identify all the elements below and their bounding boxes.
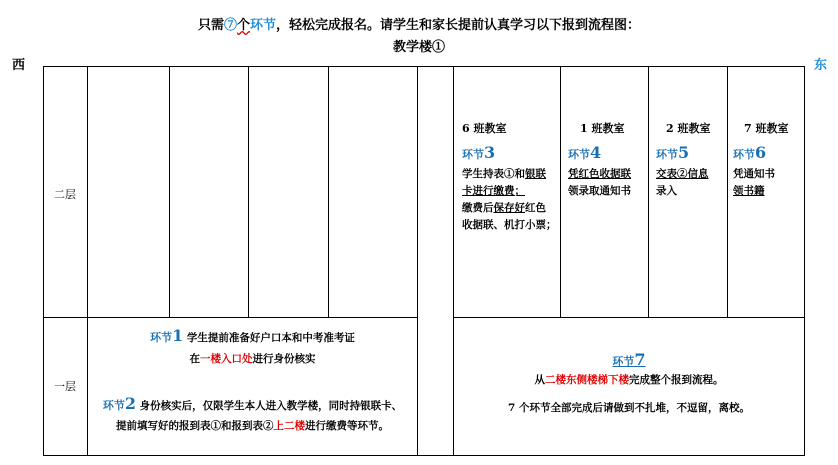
grid-line — [43, 66, 805, 67]
step-1-line-1 — [88, 328, 417, 346]
step-4-heading — [568, 143, 601, 162]
title-number: ⑦ — [223, 18, 237, 33]
step-number: 2 — [124, 394, 136, 413]
step-7-line-1-post: 完成整个报到流程。 — [629, 374, 724, 386]
step-7-line-2: 7 个环节全部完成后请做到不扎堆，不逗留，离校。 — [508, 402, 750, 414]
step-2-block — [88, 396, 417, 434]
step-3-text — [462, 166, 558, 234]
east-label: 东 — [814, 58, 828, 73]
building-subtitle: 教学楼① — [392, 40, 445, 55]
grid-line — [453, 317, 805, 318]
grid-line — [43, 66, 44, 456]
grid-line — [328, 66, 329, 318]
page-title — [0, 18, 838, 34]
step-number: 1 — [172, 326, 184, 345]
step-3-line-4: 收据联、机打小票； — [462, 219, 557, 231]
step-7-line-1 — [454, 372, 804, 388]
grid-line — [248, 66, 249, 318]
step-number: 3 — [484, 143, 496, 162]
step-number: 4 — [590, 143, 602, 162]
step-label: 环节 — [733, 148, 755, 161]
grid-line — [169, 66, 170, 318]
step-3-line-2: 卡进行缴费； — [462, 185, 525, 197]
step-2-line-2-post: 进行缴费等环节。 — [305, 420, 389, 432]
step-4-line-1: 凭红色收据联 — [568, 168, 631, 180]
step-7-block — [454, 352, 804, 416]
step-3-line-3-c: 红色 — [525, 202, 546, 214]
title-ge: 个 — [236, 18, 250, 33]
step-label: 环节 — [462, 148, 484, 161]
grid-line — [804, 66, 805, 456]
step-label: 环节 — [150, 331, 173, 344]
step-5-text — [656, 166, 724, 200]
grid-line — [417, 66, 418, 456]
step-label: 环节 — [612, 355, 635, 368]
step-2-line-1 — [88, 396, 417, 414]
step-1-block — [88, 328, 417, 367]
step-3-line-3-a: 缴费后 — [462, 202, 494, 214]
step-number: 6 — [755, 143, 767, 162]
step-1-location: 一楼入口处 — [200, 353, 253, 365]
grid-line — [43, 317, 418, 318]
step-2-text: 身份核实后，仅限学生本人进入教学楼，同时持银联卡、 — [139, 400, 403, 412]
step-7-label — [612, 350, 646, 369]
step-3-line-1-b: 银联 — [525, 168, 546, 180]
step-5-line-2: 录入 — [656, 185, 677, 197]
west-label: 西 — [12, 58, 26, 73]
step-3-line-3 — [462, 200, 558, 217]
step-label: 环节 — [568, 148, 590, 161]
step-2-line-2 — [88, 418, 417, 434]
step-7-route: 二楼东侧楼梯下楼 — [545, 374, 629, 386]
title-highlight: 环节 — [250, 18, 277, 33]
classroom-7: 7 班教室 — [744, 122, 789, 135]
step-3-line-1-a: 学生持表①和 — [462, 168, 525, 180]
classroom-1: 1 班教室 — [580, 122, 625, 135]
step-number: 7 — [634, 350, 646, 369]
title-prefix: 只需 — [197, 18, 224, 33]
step-2-line-2-pre: 提前填写好的报到表①和报到表② — [116, 420, 274, 432]
floor-label-2: 二层 — [54, 188, 76, 201]
step-5-heading — [656, 143, 689, 162]
step-6-text — [733, 166, 801, 200]
step-4-line-2: 领录取通知书 — [568, 185, 631, 197]
step-6-heading — [733, 143, 766, 162]
step-2-location: 上二楼 — [273, 420, 305, 432]
step-3-line-1 — [462, 166, 558, 183]
classroom-6: 6 班教室 — [462, 122, 507, 135]
step-1-label — [150, 326, 184, 345]
step-1-text: 学生提前准备好户口本和中考准考证 — [186, 332, 355, 344]
classroom-2: 2 班教室 — [666, 122, 711, 135]
step-1-line-2-post: 进行身份核实 — [252, 353, 316, 365]
grid-line — [727, 66, 728, 318]
grid-line — [560, 66, 561, 318]
step-label: 环节 — [656, 148, 678, 161]
grid-line — [648, 66, 649, 318]
step-3-line-3-b: 保存好 — [493, 202, 525, 214]
step-label: 环节 — [102, 399, 125, 412]
step-3-heading — [462, 143, 495, 162]
floor-label-1: 一层 — [54, 380, 76, 393]
step-2-label — [102, 394, 136, 413]
step-6-line-1: 凭通知书 — [733, 168, 775, 180]
step-1-line-2 — [88, 351, 417, 367]
step-1-line-2-pre: 在 — [189, 353, 200, 365]
step-7-heading — [454, 352, 804, 370]
step-6-line-2: 领书籍 — [733, 185, 765, 197]
title-rest: ，轻松完成报名。请学生和家长提前认真学习以下报到流程图： — [276, 18, 641, 33]
grid-line — [43, 455, 805, 456]
step-4-text — [568, 166, 646, 200]
step-7-line-1-pre: 从 — [534, 374, 545, 386]
step-5-line-1: 交表②信息 — [656, 168, 709, 180]
step-number: 5 — [678, 143, 690, 162]
